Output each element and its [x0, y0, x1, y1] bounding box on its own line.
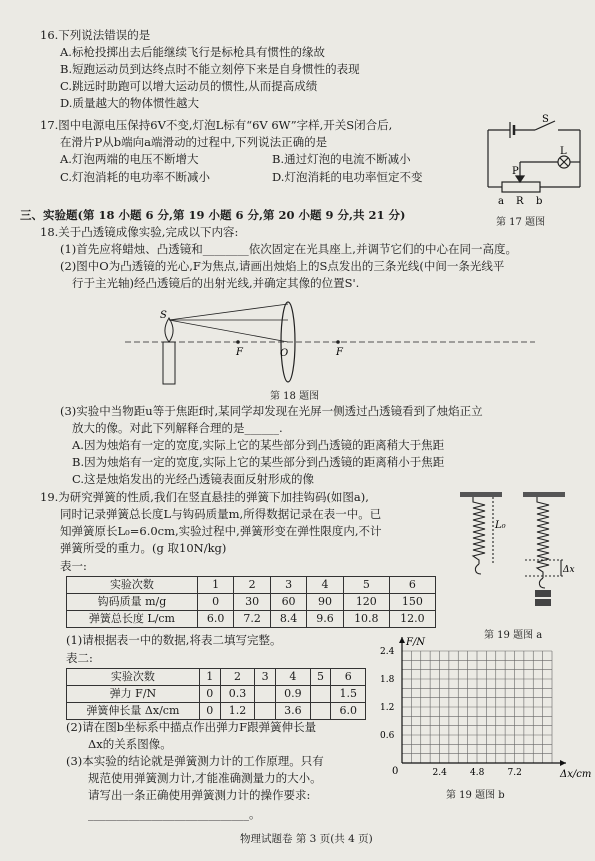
- spring-label-dx: Δx: [563, 565, 575, 575]
- q18-option-c: C.这是烛焰发出的光经凸透镜表面反射形成的像: [72, 472, 315, 486]
- table-cell: 0: [199, 686, 220, 703]
- chart-y-arrow: [399, 637, 405, 643]
- table-cell: 0.3: [220, 686, 255, 703]
- table-cell: 0: [197, 594, 233, 611]
- fig17-caption: 第 17 题图: [496, 217, 546, 228]
- table-cell: 1.2: [220, 703, 255, 720]
- q19-stem-4: 弹簧所受的重力。(g 取10N/kg): [60, 541, 227, 555]
- table-cell: 60: [270, 594, 306, 611]
- q18-part-3b: 放大的像。对此下列解释合理的是______.: [72, 421, 283, 435]
- chart-y-axis-label: F/N: [406, 637, 426, 648]
- table-row: [67, 594, 436, 611]
- q17-option-a: A.灯泡两端的电压不断增大: [60, 152, 199, 166]
- chart-x-tick-label: 7.2: [507, 768, 522, 778]
- table-cell: 弹力 F/N: [67, 686, 200, 703]
- q19-part-1: (1)请根据表一中的数据,将表二填写完整。: [66, 633, 282, 647]
- q19-stem-2: 同时记录弹簧总长度L与钩码质量m,所得数据记录在表一中。已: [60, 507, 382, 521]
- q19-part-3a: (3)本实验的结论就是弹簧测力计的工作原理。只有: [66, 754, 324, 768]
- table-cell: 弹簧总长度 L/cm: [67, 611, 198, 628]
- table-cell: 4: [307, 577, 343, 594]
- lens-label-f1: F: [236, 347, 243, 358]
- q19-part-2a: (2)请在图b坐标系中描点作出弹力F跟弹簧伸长量: [66, 720, 317, 734]
- table-cell: [310, 686, 331, 703]
- circuit-diagram: [480, 112, 590, 207]
- table-cell: 实验次数: [67, 577, 198, 594]
- circuit-label-r: R: [516, 196, 524, 207]
- lens-diagram: [120, 300, 540, 390]
- fig19b-caption: 第 19 题图 b: [446, 790, 505, 801]
- table-cell: 9.6: [307, 611, 343, 628]
- table-cell: 8.4: [270, 611, 306, 628]
- table-cell: 6: [331, 669, 366, 686]
- table-cell: 7.2: [234, 611, 270, 628]
- q19-part-3b: 规范使用弹簧测力计,才能准确测量力的大小。: [88, 771, 322, 785]
- chart-x-axis-label: Δx/cm: [560, 769, 592, 780]
- table-cell: 5: [343, 577, 389, 594]
- spring-label-l0: L₀: [495, 520, 506, 531]
- q19-part-2b: Δx的关系图像。: [88, 737, 172, 751]
- table-row: [67, 611, 436, 628]
- circuit-label-p: P: [512, 166, 519, 177]
- table-cell: 6: [389, 577, 435, 594]
- q17-option-b: B.通过灯泡的电流不断减小: [272, 152, 411, 166]
- table-cell: 钩码质量 m/g: [67, 594, 198, 611]
- lens-label-f2: F: [336, 347, 343, 358]
- spring-figure-a: [455, 488, 585, 618]
- table-cell: 3: [255, 669, 276, 686]
- table-cell: 0.9: [276, 686, 311, 703]
- q19-stem-1: 19.为研究弹簧的性质,我们在竖直悬挂的弹簧下加挂钩码(如图a),: [40, 490, 369, 504]
- page-footer: 物理试题卷 第 3 页(共 4 页): [240, 833, 373, 845]
- q17-option-c: C.灯泡消耗的电功率不断减小: [60, 170, 211, 184]
- table1-title: 表一:: [60, 559, 87, 573]
- table2-title: 表二:: [66, 651, 93, 665]
- lens-label-s: S: [160, 310, 167, 321]
- table-cell: 150: [389, 594, 435, 611]
- q18-part-3a: (3)实验中当物距u等于焦距f时,某同学却发现在光屏一侧透过凸透镜看到了烛焰正立: [60, 404, 483, 418]
- table-cell: 1: [197, 577, 233, 594]
- table-cell: [255, 686, 276, 703]
- table-cell: 6.0: [331, 703, 366, 720]
- table-cell: 10.8: [343, 611, 389, 628]
- table-cell: 2: [234, 577, 270, 594]
- q16-option-b: B.短跑运动员到达终点时不能立刻停下来是自身惯性的表现: [60, 62, 360, 76]
- q16-stem: 16.下列说法错误的是: [40, 28, 151, 42]
- q18-part-1: (1)首先应将蜡烛、凸透镜和________依次固定在光具座上,并调节它们的中心在同一高度。: [60, 242, 517, 256]
- table-cell: 0: [199, 703, 220, 720]
- table-cell: 3.6: [276, 703, 311, 720]
- table-1: [66, 576, 436, 628]
- chart-y-tick-label: 1.8: [380, 675, 395, 685]
- q17-stem-1: 17.图中电源电压保持6V不变,灯泡L标有“6V 6W”字样,开关S闭合后,: [40, 118, 393, 132]
- circuit-label-b: b: [536, 196, 543, 207]
- chart-x-arrow: [560, 760, 566, 766]
- q19-answer-blank[interactable]: ____________________________。: [88, 807, 261, 821]
- chart-y-tick-label: 1.2: [380, 703, 395, 713]
- q17-stem-2: 在滑片P从b端向a端滑动的过程中,下列说法正确的是: [60, 135, 328, 149]
- table-cell: 2: [220, 669, 255, 686]
- table-cell: 6.0: [197, 611, 233, 628]
- q19-part-3c: 请写出一条正确使用弹簧测力计的操作要求:: [88, 788, 311, 802]
- table-cell: 弹簧伸长量 Δx/cm: [67, 703, 200, 720]
- q16-option-c: C.跳远时助跑可以增大运动员的惯性,从而提高成绩: [60, 79, 318, 93]
- table-cell: 5: [310, 669, 331, 686]
- chart-y-tick-label: 2.4: [380, 647, 395, 657]
- table-cell: 1.5: [331, 686, 366, 703]
- table-cell: 3: [270, 577, 306, 594]
- table-cell: 30: [234, 594, 270, 611]
- q17-option-d: D.灯泡消耗的电功率恒定不变: [272, 170, 423, 184]
- fig19a-caption: 第 19 题图 a: [484, 630, 543, 641]
- q18-option-b: B.因为烛焰有一定的宽度,实际上它的某些部分到凸透镜的距离稍小于焦距: [72, 455, 445, 469]
- table-cell: 4: [276, 669, 311, 686]
- table-row: [67, 669, 366, 686]
- table-cell: [255, 703, 276, 720]
- table-cell: 120: [343, 594, 389, 611]
- circuit-label-a: a: [498, 196, 504, 207]
- q18-part-2b: 行于主光轴)经凸透镜后的出射光线,并确定其像的位置S'.: [72, 276, 360, 290]
- q19-stem-3: 知弹簧原长L₀=6.0cm,实验过程中,弹簧形变在弹性限度内,不计: [60, 524, 382, 538]
- force-extension-chart: [370, 635, 592, 790]
- q18-part-2a: (2)图中O为凸透镜的光心,F为焦点,请画出烛焰上的S点发出的三条光线(中间一条光线平: [60, 259, 505, 273]
- table-cell: 实验次数: [67, 669, 200, 686]
- table-row: [67, 577, 436, 594]
- q18-option-a: A.因为烛焰有一定的宽度,实际上它的某些部分到凸透镜的距离稍大于焦距: [72, 438, 445, 452]
- section3-title: 三、实验题(第 18 小题 6 分,第 19 小题 6 分,第 20 小题 9 分,共 21 分): [20, 208, 406, 222]
- lens-label-o: O: [280, 348, 289, 359]
- circuit-label-s: S: [542, 114, 549, 125]
- q16-option-d: D.质量越大的物体惯性越大: [60, 96, 199, 110]
- fig18-caption: 第 18 题图: [270, 391, 320, 402]
- q16-option-a: A.标枪投掷出去后能继续飞行是标枪具有惯性的缘故: [60, 45, 325, 59]
- chart-y-tick-label: 0.6: [380, 731, 395, 741]
- table-row: [67, 686, 366, 703]
- circuit-label-l: L: [560, 146, 567, 157]
- table-cell: 1: [199, 669, 220, 686]
- table-cell: [310, 703, 331, 720]
- q18-stem: 18.关于凸透镜成像实验,完成以下内容:: [40, 225, 239, 239]
- table-cell: 90: [307, 594, 343, 611]
- table-2: [66, 668, 366, 720]
- chart-x-tick-label: 2.4: [432, 768, 447, 778]
- table-cell: 12.0: [389, 611, 435, 628]
- table-row: [67, 703, 366, 720]
- chart-origin-label: 0: [392, 766, 399, 777]
- chart-x-tick-label: 4.8: [470, 768, 485, 778]
